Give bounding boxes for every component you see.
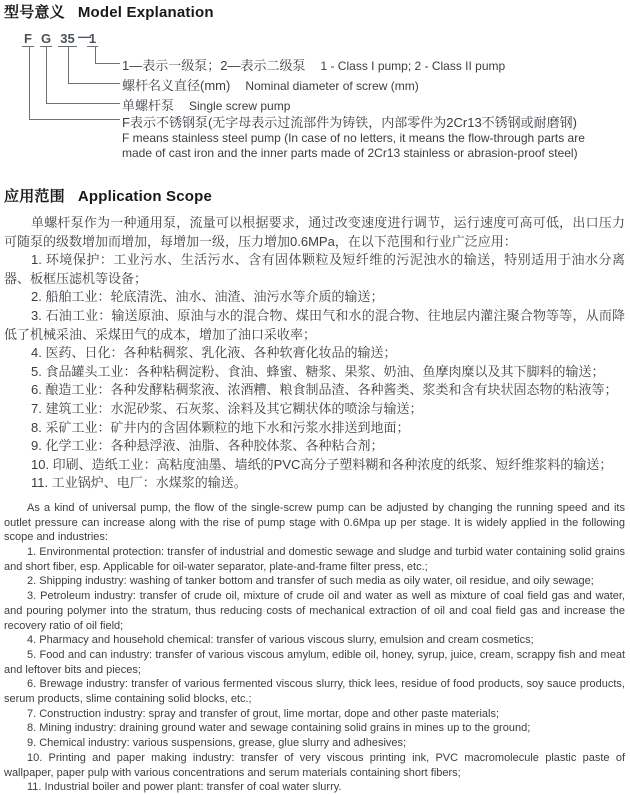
application-scope-heading-en: Application Scope	[77, 188, 213, 205]
cn-item-3: 3. 石油工业：输送原油、原油与水的混合物、煤田气和水的混合物、往地层内灌注聚合物等等，从而降低了机械采油、采煤田气的成本，增加了油口采收率；	[4, 307, 625, 342]
application-scope-heading	[4, 188, 625, 206]
en-item-2: 2. Shipping industry: washing of tanker bottom and transfer of such media as oily water, oil residue, and oily sewage;	[27, 575, 594, 588]
diagram-label-diameter-en: Nominal diameter of screw (mm)	[245, 79, 419, 93]
diagram-label-material-en-line1: F means stainless steel pump (In case of no letters, it means the flow-through parts are	[122, 130, 585, 145]
application-scope-cn-text	[4, 214, 625, 493]
model-explanation-heading-cn: 型号意义	[4, 4, 65, 21]
en-item-4: 4. Pharmacy and household chemical: transfer of various viscous slurry, emulsion and cream cosmetics;	[27, 634, 534, 647]
model-code-diagram	[4, 28, 625, 170]
en-item-10: 10. Printing and paper making industry: transfer of very viscous printing ink, PVC macromolecule plastic paste of wallpaper, paper pulp with various concentrations and serum materials containing short fibers;	[4, 751, 625, 779]
en-item-3: 3. Petroleum industry: transfer of crude oil, mixture of crude oil and water as well as mixture of coal field gas and water, and pouring polymer into the stratum, thus reducing costs of mechanical extraction of oil and coal field gas and increase the recovery ratio of oil field;	[4, 590, 625, 632]
connector-line-material	[29, 46, 120, 120]
application-scope-en-text	[4, 501, 625, 795]
cn-item-4: 4. 医药、日化：各种粘稠浆、乳化液、各种软膏化妆品的输送；	[31, 345, 397, 361]
cn-item-8: 8. 采矿工业：矿井内的含固体颗粒的地下水和污浆水排送到地面；	[31, 419, 410, 435]
diagram-label-stage-en: 1 - Class I pump; 2 - Class II pump	[320, 59, 506, 73]
cn-item-9: 9. 化学工业：各种悬浮液、油脂、各种胶体浆、各种粘合剂；	[31, 438, 384, 454]
model-explanation-heading-en: Model Explanation	[77, 4, 214, 21]
en-item-9: 9. Chemical industry: various suspensions, grease, glue slurry and adhesives;	[27, 737, 407, 750]
diagram-label-stage-cn: 1—表示一级泵；2—表示二级泵	[122, 58, 306, 73]
cn-item-2: 2. 船舶工业：轮底清洗、油水、油渣、油污水等介质的输送；	[31, 289, 384, 305]
cn-item-7: 7. 建筑工业：水泥砂浆、石灰浆、涂料及其它糊状体的喷涂与输送；	[31, 400, 423, 416]
en-intro-paragraph: As a kind of universal pump, the flow of the single-screw pump can be adjusted by changing the running speed and its outlet pressure can increase along with the rise of pump stage with 0.6Mpa up per stage. It is widely applied in the following scope and industries:	[4, 501, 625, 544]
en-item-5: 5. Food and can industry: transfer of various viscous amylum, edible oil, honey, syrup, juice, cream, scrappy fish and meat and leftover bits and pieces;	[4, 648, 625, 676]
cn-item-5: 5. 食品罐头工业：各种粘稠淀粉、食油、蜂蜜、糖浆、果浆、奶油、鱼摩肉糜以及其下脚料的输送；	[31, 363, 605, 379]
application-scope-heading-cn: 应用范围	[4, 188, 65, 205]
diagram-label-material	[122, 115, 585, 162]
code-number-diameter: 35	[58, 31, 77, 47]
diagram-label-material-en-line2: made of cast iron and the inner parts made of 2Cr13 stainless or abrasion-proof steel)	[122, 146, 578, 160]
diagram-label-diameter-cn: 螺杆名义直径(mm)	[122, 78, 231, 93]
code-dash: —	[78, 29, 91, 44]
en-item-8: 8. Mining industry: draining ground water and sewage containing solid grains in mines up to the ground;	[27, 722, 531, 735]
cn-item-11: 11. 工业锅炉、电厂：水煤浆的输送。	[31, 475, 247, 491]
en-item-1: 1. Environmental protection: transfer of industrial and domestic sewage and sludge and turbid water containing solid grains and short fiber, esp. Applicable for oil-water separator, plate-and-frame filter press, etc.;	[4, 546, 625, 573]
en-item-11: 11. Industrial boiler and power plant: transfer of coal water slurry.	[27, 781, 342, 794]
diagram-label-pump-type-en: Single screw pump	[189, 99, 291, 113]
code-number-stage: 1	[88, 31, 97, 46]
cn-item-1: 1. 环境保护：工业污水、生活污水、含有固体颗粒及短纤维的污泥浊水的输送，特别适用于油水分离器、板框压滤机等设备；	[4, 252, 625, 286]
diagram-label-stage	[122, 55, 505, 74]
code-letter-g: G	[40, 31, 52, 46]
en-item-6: 6. Brewage industry: transfer of various fermented viscous slurry, thick lees, residue of food products, soy sauce products, serum products, slime containing solid blocks, etc.;	[4, 678, 625, 706]
code-letter-f: F	[22, 31, 34, 47]
en-item-7: 7. Construction industry: spray and transfer of grout, lime mortar, dope and other paste materials;	[27, 707, 500, 720]
cn-item-6: 6. 酿造工业：各种发酵粘稠浆液、浓酒糟、粮食制品渣、各种酱类、浆类和含有块状固态物的粘液等；	[31, 382, 618, 398]
diagram-label-pump-type	[122, 95, 290, 114]
cn-intro-paragraph: 单螺杆泵作为一种通用泵，流量可以根据要求，通过改变速度进行调节，运行速度可高可低，出口压力可随泵的级数增加而增加，每增加一级，压力增加0.6MPa，在以下范围和行业广泛应用：	[4, 215, 625, 249]
diagram-label-pump-type-cn: 单螺杆泵	[122, 98, 175, 113]
diagram-label-material-cn: F表示不锈钢泵(无字母表示过流部件为铸铁，内部零件为2Cr13不锈钢或耐磨钢)	[122, 115, 578, 130]
diagram-label-diameter	[122, 75, 419, 94]
cn-item-10: 10. 印刷、造纸工业：高粘度油墨、墙纸的PVC高分子塑料糊和各种浓度的纸浆、短纤维浆料的输送；	[31, 456, 613, 472]
model-explanation-heading	[4, 4, 625, 22]
